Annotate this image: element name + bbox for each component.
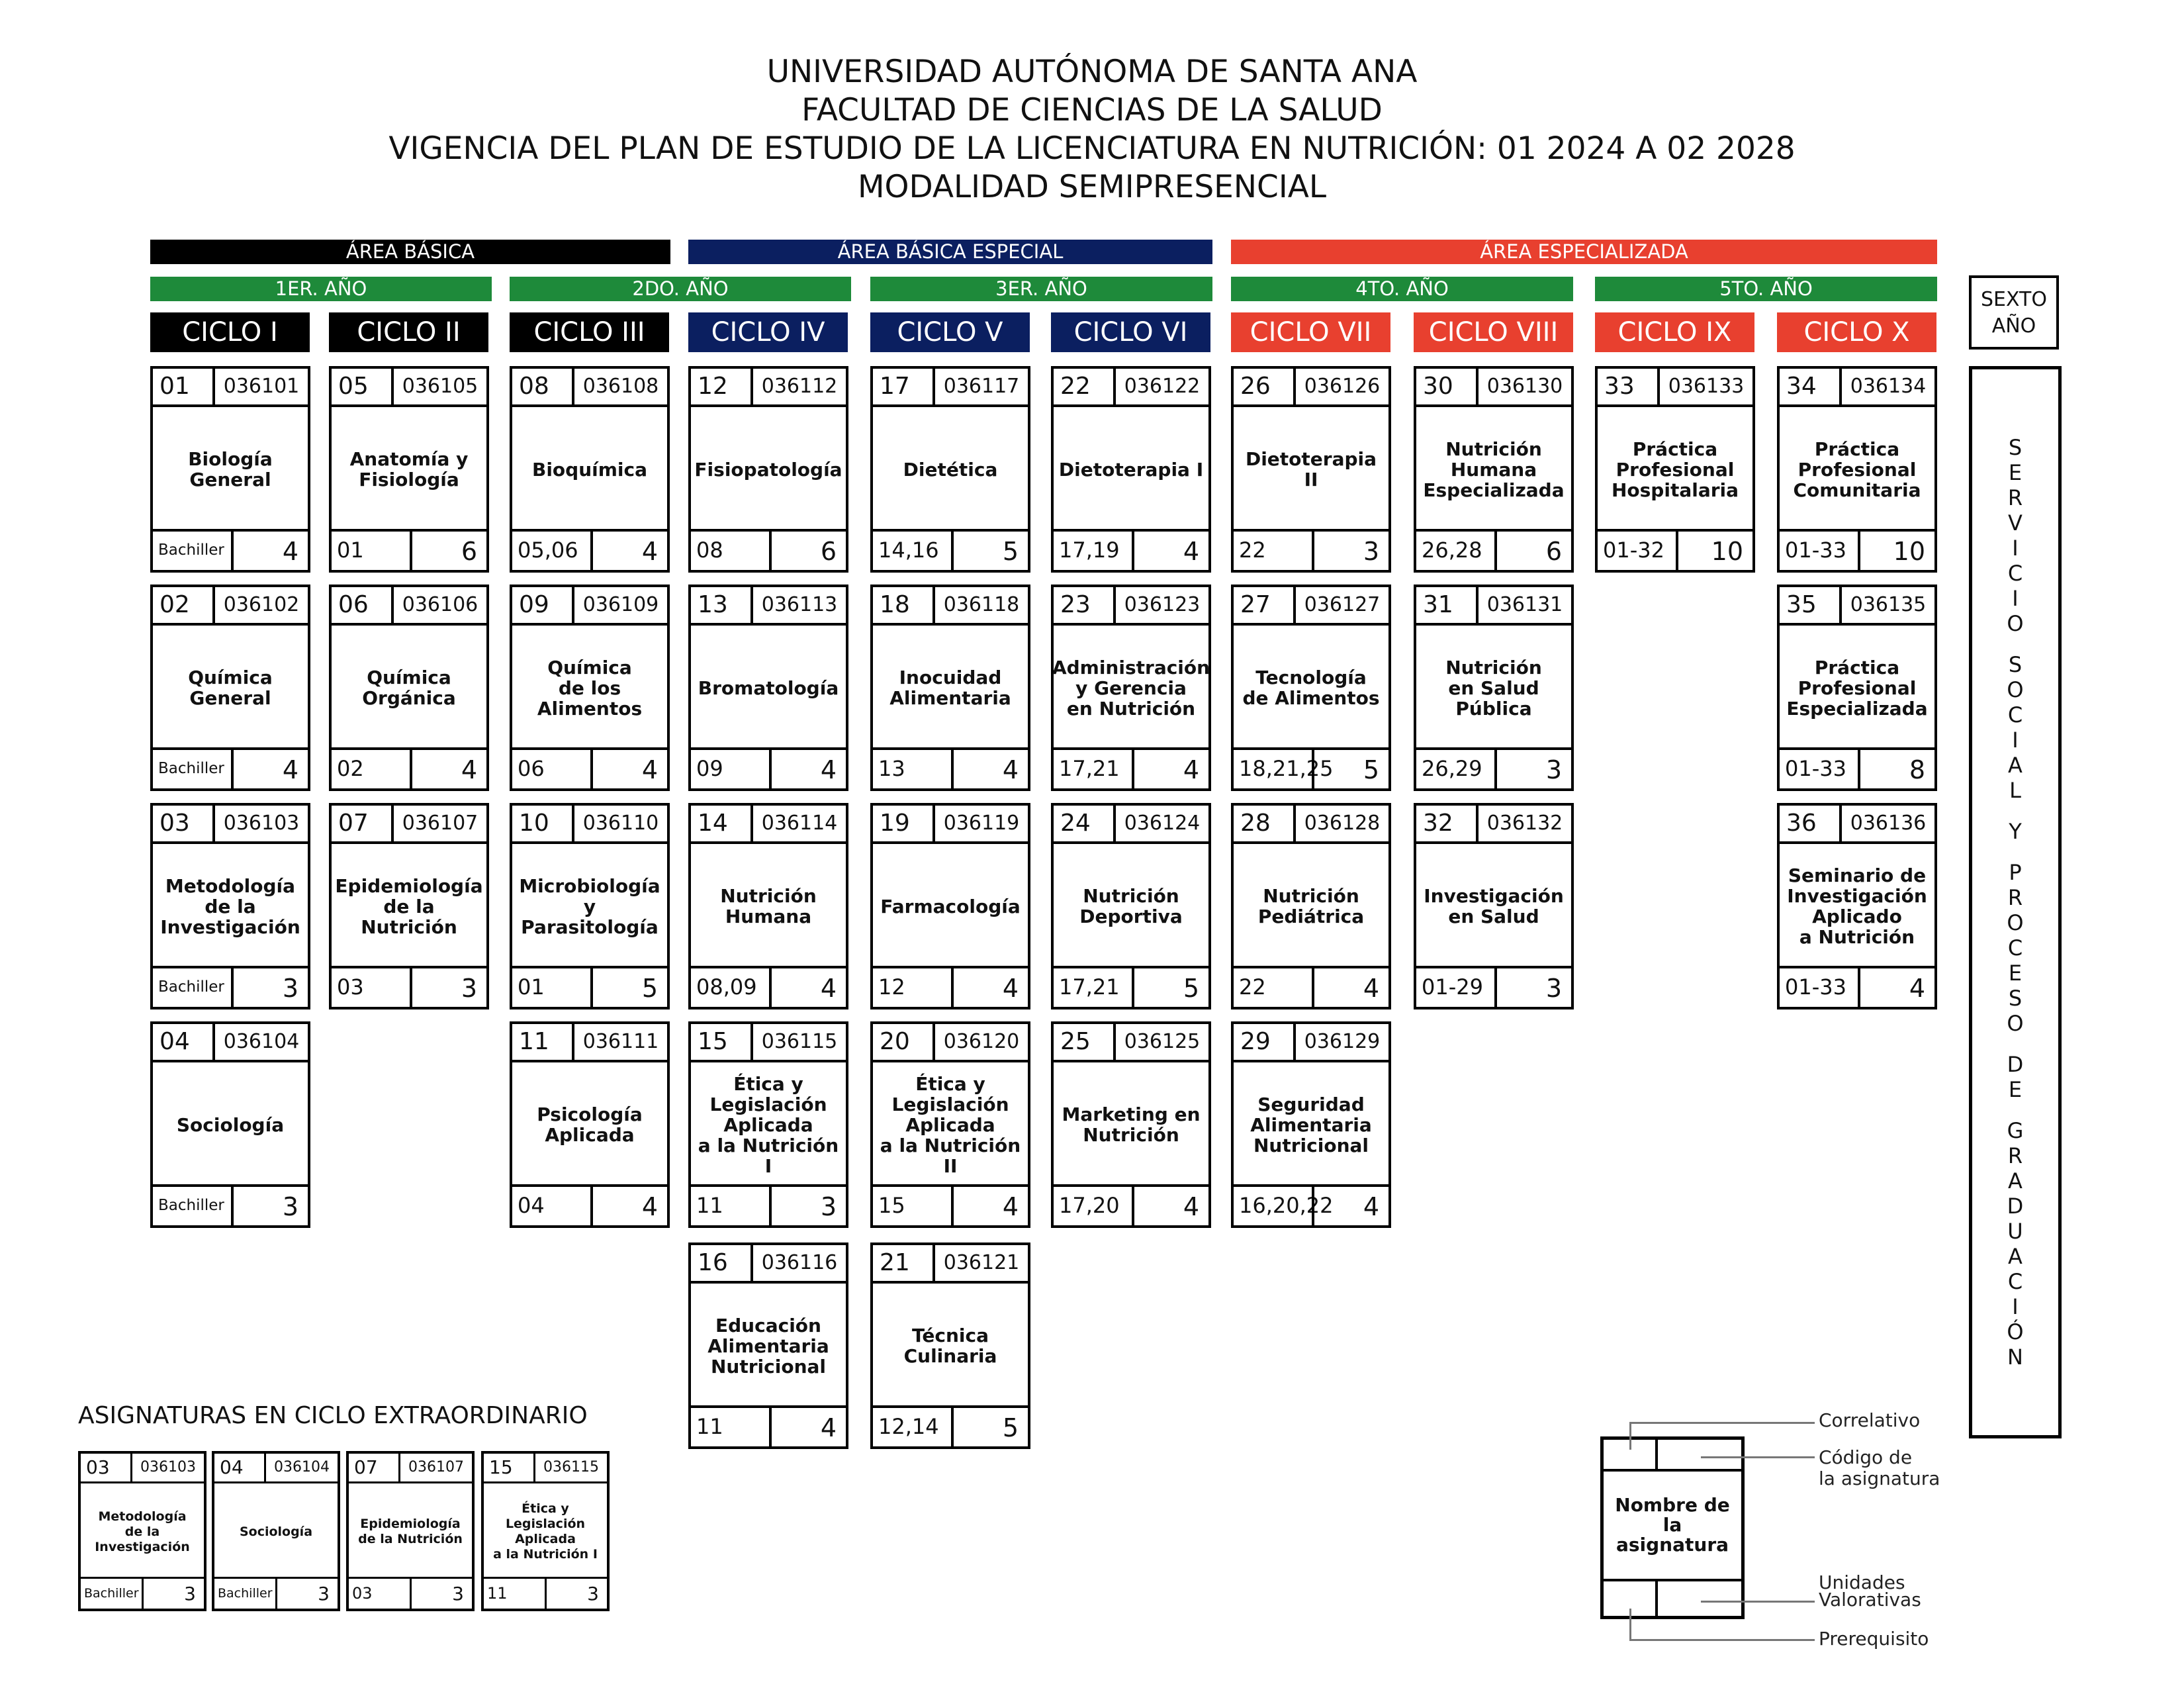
course-correlativo: 36 (1786, 810, 1817, 837)
course-code: 036135 (1839, 587, 1934, 623)
course-code: 036116 (751, 1245, 846, 1281)
course-correlativo: 32 (1423, 810, 1453, 837)
course-card (688, 803, 848, 1009)
servicio-word: P R O C E S O (2007, 860, 2024, 1036)
legend-correlativo: Correlativo (1819, 1409, 1921, 1431)
course-prerequisite: 03 (337, 974, 364, 1000)
course-prerequisite: 26,28 (1422, 538, 1482, 563)
course-prerequisite: 05,06 (518, 538, 578, 563)
course-uv: 3 (231, 1187, 308, 1225)
extra-course-card (78, 1451, 206, 1611)
course-correlativo: 15 (489, 1456, 513, 1478)
course-uv: 5 (1132, 968, 1208, 1007)
course-correlativo: 21 (880, 1249, 910, 1276)
course-name: Marketing en Nutrición (1062, 1103, 1201, 1146)
course-card (1231, 585, 1391, 791)
course-correlativo: 24 (1060, 810, 1091, 837)
year-1: 1ER. AÑO (150, 277, 492, 301)
course-code: 036134 (1839, 369, 1934, 404)
course-prerequisite: 15 (878, 1193, 905, 1218)
course-prerequisite: 06 (518, 756, 545, 781)
course-code: 036132 (1476, 806, 1571, 841)
course-prerequisite: 11 (696, 1193, 723, 1218)
course-correlativo: 14 (698, 810, 728, 837)
course-name: Ética y Legislación Aplicada a la Nutrición I (493, 1501, 598, 1562)
course-card (150, 585, 310, 791)
course-card (1595, 366, 1755, 573)
course-prerequisite: 01-29 (1422, 974, 1483, 1000)
course-card (870, 585, 1030, 791)
legend-codigo: Código de la asignatura (1819, 1446, 1940, 1489)
course-correlativo: 27 (1240, 591, 1271, 618)
course-prerequisite: 16,20,22 (1239, 1193, 1334, 1218)
course-code: 036109 (572, 587, 667, 623)
servicio-word: G R A D U A C I Ó N (2007, 1118, 2024, 1370)
course-card (329, 803, 489, 1009)
course-code: 036107 (398, 1454, 472, 1481)
course-prerequisite: 26,29 (1422, 756, 1482, 781)
course-uv: 3 (410, 968, 486, 1007)
course-name: Seguridad Alimentaria Nutricional (1250, 1093, 1372, 1156)
course-name: Dietoterapia I (1058, 458, 1204, 481)
course-card (870, 366, 1030, 573)
course-correlativo: 23 (1060, 591, 1091, 618)
course-name: Sociología (239, 1524, 313, 1539)
course-uv: 3 (275, 1579, 338, 1609)
course-prerequisite: 18,21,25 (1239, 756, 1334, 781)
course-uv: 4 (231, 532, 308, 570)
course-name: Nutrición Deportiva (1079, 885, 1183, 927)
course-prerequisite: 11 (696, 1414, 723, 1439)
course-prerequisite: 14,16 (878, 538, 939, 563)
course-prerequisite: 04 (518, 1193, 545, 1218)
extra-title: ASIGNATURAS EN CICLO EXTRAORDINARIO (78, 1402, 588, 1429)
course-correlativo: 06 (338, 591, 369, 618)
course-prerequisite: 11 (487, 1584, 508, 1603)
course-correlativo: 20 (880, 1028, 910, 1055)
course-correlativo: 35 (1786, 591, 1817, 618)
course-uv: 3 (1494, 750, 1571, 788)
course-code: 036115 (533, 1454, 607, 1481)
course-name: Práctica Profesional Hospitalaria (1611, 438, 1739, 501)
course-card (1051, 585, 1211, 791)
course-prerequisite: 12,14 (878, 1414, 939, 1439)
course-card (1414, 585, 1574, 791)
legend-name: Nombre de la asignatura (1615, 1494, 1730, 1556)
course-card (1414, 366, 1574, 573)
course-correlativo: 19 (880, 810, 910, 837)
course-correlativo: 11 (519, 1028, 549, 1055)
course-uv: 4 (590, 750, 667, 788)
course-card (1231, 1021, 1391, 1228)
course-code: 036114 (751, 806, 846, 841)
course-code: 036123 (1113, 587, 1208, 623)
course-code: 036106 (391, 587, 486, 623)
course-uv: 4 (769, 750, 846, 788)
course-correlativo: 18 (880, 591, 910, 618)
legend-uv: Unidades Valorativas (1819, 1571, 1921, 1611)
course-prerequisite: Bachiller (158, 541, 224, 559)
course-prerequisite: Bachiller (158, 1197, 224, 1214)
course-prerequisite: 22 (1239, 974, 1266, 1000)
course-card (1051, 1021, 1211, 1228)
ciclo-1: CICLO I (150, 312, 310, 352)
course-correlativo: 31 (1423, 591, 1453, 618)
course-uv: 3 (769, 1187, 846, 1225)
course-correlativo: 07 (354, 1456, 378, 1478)
course-code: 036127 (1293, 587, 1388, 623)
legend-prerequisito: Prerequisito (1819, 1628, 1929, 1650)
course-card (1231, 803, 1391, 1009)
servicio-word: S O C I A L (2007, 652, 2024, 803)
course-card (510, 585, 670, 791)
course-prerequisite: Bachiller (158, 978, 224, 996)
course-uv: 5 (1312, 750, 1388, 788)
course-card (1777, 585, 1937, 791)
course-uv: 3 (1494, 968, 1571, 1007)
area-basica: ÁREA BÁSICA (150, 240, 670, 264)
course-card (329, 585, 489, 791)
course-uv: 4 (769, 968, 846, 1007)
course-correlativo: 02 (159, 591, 190, 618)
course-card (329, 366, 489, 573)
servicio-social-box (1969, 366, 2062, 1438)
course-code: 036130 (1476, 369, 1571, 404)
course-name: Epidemiología de la Nutrición (358, 1517, 463, 1546)
course-name: Investigación en Salud (1424, 885, 1564, 927)
course-code: 036104 (264, 1454, 338, 1481)
course-name: Inocuidad Alimentaria (889, 667, 1011, 709)
course-code: 036104 (212, 1024, 308, 1060)
course-card (1051, 366, 1211, 573)
course-name: Nutrición Humana Especializada (1423, 438, 1565, 501)
course-card (688, 366, 848, 573)
course-correlativo: 25 (1060, 1028, 1091, 1055)
course-uv: 4 (410, 750, 486, 788)
course-code: 036118 (933, 587, 1028, 623)
course-code: 036119 (933, 806, 1028, 841)
course-uv: 4 (1312, 1187, 1388, 1225)
course-code: 036124 (1113, 806, 1208, 841)
course-uv: 6 (769, 532, 846, 570)
course-code: 036129 (1293, 1024, 1388, 1060)
course-correlativo: 12 (698, 373, 728, 400)
course-name: Metodología de la Investigación (95, 1509, 190, 1554)
course-code: 036131 (1476, 587, 1571, 623)
ciclo-3: CICLO III (510, 312, 669, 352)
course-code: 036115 (751, 1024, 846, 1060)
course-uv: 4 (951, 968, 1028, 1007)
course-uv: 8 (1858, 750, 1934, 788)
course-uv: 10 (1858, 532, 1934, 570)
course-correlativo: 03 (86, 1456, 110, 1478)
ciclo-4: CICLO IV (688, 312, 848, 352)
course-name: Sociología (176, 1113, 285, 1136)
course-prerequisite: 17,20 (1059, 1193, 1120, 1218)
course-name: Biología General (188, 448, 273, 491)
course-uv: 5 (951, 1408, 1028, 1446)
course-uv: 4 (1132, 1187, 1208, 1225)
course-card (870, 1243, 1030, 1449)
extra-course-card (346, 1451, 475, 1611)
ciclo-2: CICLO II (329, 312, 488, 352)
course-prerequisite: Bachiller (218, 1586, 273, 1601)
course-name: Técnica Culinaria (903, 1325, 997, 1367)
course-name: Psicología Aplicada (537, 1103, 643, 1146)
course-name: Farmacología (880, 895, 1021, 917)
course-name: Seminario de Investigación Aplicado a Nutrición (1787, 865, 1927, 948)
servicio-word: S E R V I C I O (2007, 435, 2024, 636)
course-card (1777, 803, 1937, 1009)
course-code: 036107 (391, 806, 486, 841)
course-prerequisite: 01-33 (1785, 538, 1846, 563)
year-3: 3ER. AÑO (870, 277, 1212, 301)
course-prerequisite: 02 (337, 756, 364, 781)
course-uv: 6 (1494, 532, 1571, 570)
course-prerequisite: 09 (696, 756, 723, 781)
ciclo-10: CICLO X (1777, 312, 1936, 352)
course-prerequisite: 13 (878, 756, 905, 781)
servicio-word: Y (2009, 819, 2022, 844)
course-name: Química Orgánica (362, 667, 456, 709)
course-prerequisite: 17,19 (1059, 538, 1120, 563)
course-name: Anatomía y Fisiología (349, 448, 469, 491)
area-especializada: ÁREA ESPECIALIZADA (1231, 240, 1937, 264)
course-code: 036120 (933, 1024, 1028, 1060)
course-code: 036126 (1293, 369, 1388, 404)
sexto-label: SEXTO (1981, 288, 2047, 311)
course-uv: 4 (1132, 532, 1208, 570)
ciclo-7: CICLO VII (1231, 312, 1390, 352)
year-2: 2DO. AÑO (510, 277, 851, 301)
course-correlativo: 03 (159, 810, 190, 837)
course-card (688, 1021, 848, 1228)
course-name: Nutrición Humana (720, 885, 817, 927)
course-correlativo: 17 (880, 373, 910, 400)
course-uv: 3 (1312, 532, 1388, 570)
course-uv: 3 (142, 1579, 204, 1609)
course-correlativo: 09 (519, 591, 549, 618)
course-uv: 4 (951, 1187, 1028, 1225)
ciclo-6: CICLO VI (1051, 312, 1210, 352)
course-name: Fisiopatología (694, 458, 842, 481)
course-code: 036133 (1657, 369, 1752, 404)
title-modality: MODALIDAD SEMIPRESENCIAL (857, 169, 1327, 205)
area-basica-especial: ÁREA BÁSICA ESPECIAL (688, 240, 1212, 264)
course-card (870, 1021, 1030, 1228)
course-uv: 4 (590, 1187, 667, 1225)
course-card (510, 803, 670, 1009)
course-prerequisite: 08,09 (696, 974, 757, 1000)
course-correlativo: 15 (698, 1028, 728, 1055)
course-prerequisite: 03 (352, 1584, 373, 1603)
course-name: Epidemiología de la Nutrición (335, 874, 483, 938)
course-correlativo: 16 (698, 1249, 728, 1276)
course-name: Metodología de la Investigación (160, 874, 300, 938)
course-code: 036102 (212, 587, 308, 623)
course-correlativo: 05 (338, 373, 369, 400)
course-name: Educación Alimentaria Nutricional (707, 1314, 829, 1378)
course-uv: 4 (951, 750, 1028, 788)
course-card (150, 1021, 310, 1228)
year-5: 5TO. AÑO (1595, 277, 1937, 301)
course-name: Bromatología (698, 677, 839, 699)
course-correlativo: 30 (1423, 373, 1453, 400)
course-prerequisite: 01-33 (1785, 756, 1846, 781)
course-correlativo: 26 (1240, 373, 1271, 400)
course-name: Dietoterapia II (1245, 448, 1377, 491)
course-name: Nutrición en Salud Pública (1445, 656, 1542, 720)
extra-course-card (481, 1451, 610, 1611)
course-card (510, 1021, 670, 1228)
course-prerequisite: 01 (518, 974, 545, 1000)
course-correlativo: 01 (159, 373, 190, 400)
course-prerequisite: 22 (1239, 538, 1266, 563)
course-uv: 5 (951, 532, 1028, 570)
course-prerequisite: 12 (878, 974, 905, 1000)
course-code: 036136 (1839, 806, 1934, 841)
course-card (688, 585, 848, 791)
course-uv: 4 (1858, 968, 1934, 1007)
course-prerequisite: 17,21 (1059, 756, 1120, 781)
course-correlativo: 08 (519, 373, 549, 400)
course-code: 036122 (1113, 369, 1208, 404)
course-code: 036113 (751, 587, 846, 623)
course-uv: 3 (231, 968, 308, 1007)
course-code: 036117 (933, 369, 1028, 404)
sexto-anio-box (1969, 275, 2059, 350)
course-prerequisite: 01-33 (1785, 974, 1846, 1000)
course-code: 036101 (212, 369, 308, 404)
course-code: 036103 (212, 806, 308, 841)
course-card (150, 366, 310, 573)
course-uv: 3 (545, 1579, 607, 1609)
anio-label: AÑO (1991, 314, 2036, 338)
course-name: Nutrición Pediátrica (1257, 885, 1365, 927)
course-name: Química General (188, 667, 273, 709)
course-name: Práctica Profesional Comunitaria (1793, 438, 1921, 501)
course-card (1777, 366, 1937, 573)
course-correlativo: 33 (1604, 373, 1635, 400)
course-code: 036112 (751, 369, 846, 404)
course-code: 036103 (130, 1454, 204, 1481)
year-4: 4TO. AÑO (1231, 277, 1573, 301)
course-correlativo: 28 (1240, 810, 1271, 837)
course-uv: 4 (1312, 968, 1388, 1007)
course-code: 036128 (1293, 806, 1388, 841)
course-uv: 4 (769, 1408, 846, 1446)
course-correlativo: 22 (1060, 373, 1091, 400)
course-card (1051, 803, 1211, 1009)
course-card (870, 803, 1030, 1009)
course-prerequisite: 01 (337, 538, 364, 563)
course-code: 036111 (572, 1024, 667, 1060)
servicio-word: D E (2007, 1052, 2024, 1102)
course-correlativo: 07 (338, 810, 369, 837)
course-name: Dietética (903, 458, 998, 481)
course-correlativo: 13 (698, 591, 728, 618)
course-code: 036121 (933, 1245, 1028, 1281)
extra-course-card (212, 1451, 340, 1611)
title-plan: VIGENCIA DEL PLAN DE ESTUDIO DE LA LICENCIATURA EN NUTRICIÓN: 01 2024 A 02 2028 (388, 130, 1796, 167)
course-correlativo: 10 (519, 810, 549, 837)
course-name: Práctica Profesional Especializada (1786, 656, 1928, 720)
ciclo-5: CICLO V (870, 312, 1030, 352)
course-correlativo: 29 (1240, 1028, 1271, 1055)
course-name: Ética y Legislación Aplicada a la Nutrición II (880, 1072, 1021, 1177)
course-code: 036125 (1113, 1024, 1208, 1060)
course-card (150, 803, 310, 1009)
title-university: UNIVERSIDAD AUTÓNOMA DE SANTA ANA (766, 54, 1418, 90)
course-card (1231, 366, 1391, 573)
course-uv: 5 (590, 968, 667, 1007)
course-code: 036108 (572, 369, 667, 404)
course-uv: 6 (410, 532, 486, 570)
course-card (510, 366, 670, 573)
course-prerequisite: 08 (696, 538, 723, 563)
ciclo-8: CICLO VIII (1414, 312, 1573, 352)
course-uv: 4 (231, 750, 308, 788)
course-correlativo: 04 (159, 1028, 190, 1055)
course-correlativo: 34 (1786, 373, 1817, 400)
course-uv: 4 (1132, 750, 1208, 788)
course-prerequisite: Bachiller (158, 760, 224, 777)
title-faculty: FACULTAD DE CIENCIAS DE LA SALUD (801, 92, 1383, 128)
ciclo-9: CICLO IX (1595, 312, 1754, 352)
course-card (688, 1243, 848, 1449)
course-card (1414, 803, 1574, 1009)
course-name: Bioquímica (531, 458, 647, 481)
legend-card (1600, 1436, 1745, 1619)
course-name: Química de los Alimentos (537, 656, 643, 720)
course-name: Ética y Legislación Aplicada a la Nutrición I (698, 1072, 839, 1177)
course-uv: 4 (590, 532, 667, 570)
course-name: Administración y Gerencia en Nutrición (1052, 656, 1210, 720)
course-prerequisite: 17,21 (1059, 974, 1120, 1000)
course-uv: 3 (410, 1579, 472, 1609)
course-code: 036110 (572, 806, 667, 841)
course-prerequisite: 01-32 (1603, 538, 1664, 563)
course-prerequisite: Bachiller (84, 1586, 139, 1601)
course-code: 036105 (391, 369, 486, 404)
course-uv: 10 (1676, 532, 1752, 570)
course-name: Tecnología de Alimentos (1242, 667, 1380, 709)
course-name: Microbiología y Parasitología (519, 874, 660, 938)
course-correlativo: 04 (220, 1456, 244, 1478)
